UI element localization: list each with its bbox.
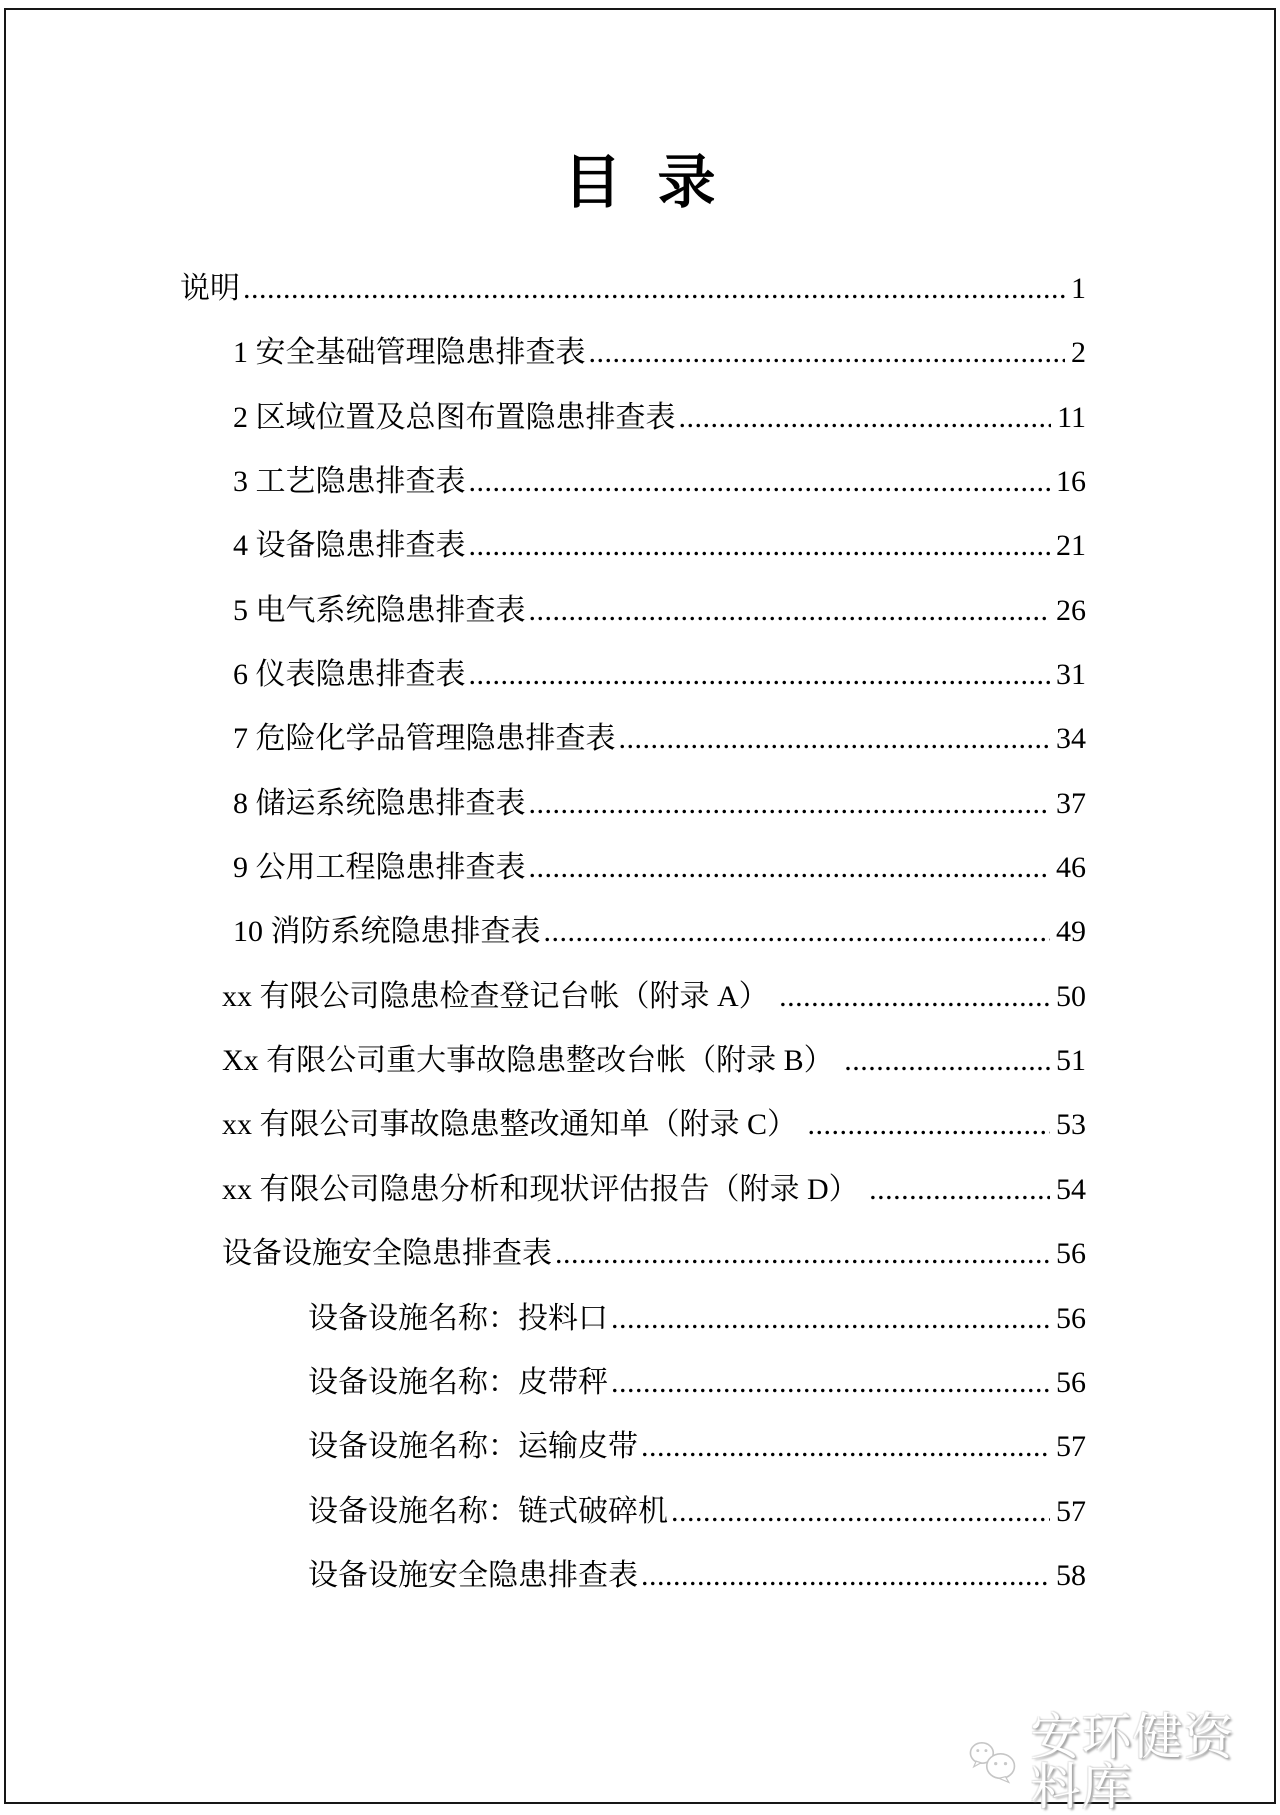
toc-entry-label: 5 电气系统隐患排查表 (233, 593, 526, 627)
watermark (968, 1709, 1280, 1815)
dot-leader (869, 1158, 1050, 1222)
toc-entry-page: 26 (1056, 593, 1086, 627)
dot-leader (611, 1287, 1050, 1351)
toc-entry-page: 56 (1056, 1365, 1086, 1399)
dot-leader (555, 1222, 1050, 1286)
toc-entry-label: 设备设施名称：链式破碎机 (308, 1494, 668, 1528)
dot-leader (589, 321, 1066, 385)
dot-leader (529, 772, 1051, 836)
toc-entry[interactable] (0, 772, 1086, 836)
toc-entry-page: 54 (1056, 1172, 1086, 1206)
dot-leader (544, 900, 1051, 964)
toc-entry-page: 50 (1056, 979, 1086, 1013)
dot-leader (619, 707, 1051, 771)
toc-entry[interactable] (0, 1222, 1086, 1286)
toc-entry-label: xx 有限公司隐患分析和现状评估报告（附录 D） (222, 1172, 867, 1206)
dot-leader (844, 1029, 1050, 1093)
toc-entry[interactable] (0, 1415, 1086, 1479)
toc-entry-page: 51 (1056, 1044, 1086, 1078)
toc-entry[interactable] (0, 1351, 1086, 1415)
toc-entry-label: 设备设施名称：皮带秤 (308, 1365, 608, 1399)
toc-entry[interactable] (0, 1544, 1086, 1608)
dot-leader (529, 579, 1051, 643)
toc-entry-page: 49 (1056, 915, 1086, 949)
toc-entry-page: 11 (1057, 400, 1086, 434)
toc-entry-page: 57 (1056, 1430, 1086, 1464)
toc-entry-label: Xx 有限公司重大事故隐患整改台帐（附录 B） (222, 1044, 842, 1078)
toc-entry-page: 56 (1056, 1237, 1086, 1271)
page-title: 目 录 (563, 150, 717, 215)
dot-leader (808, 1093, 1050, 1157)
toc-entry[interactable] (0, 1093, 1086, 1157)
toc-entry-label: 设备设施名称：投料口 (308, 1301, 608, 1335)
toc-entry-label: 7 危险化学品管理隐患排查表 (233, 722, 616, 756)
toc-entry[interactable] (0, 386, 1086, 450)
toc-entry-page: 16 (1056, 465, 1086, 499)
toc-entry-label: 2 区域位置及总图布置隐患排查表 (233, 400, 676, 434)
toc-entry[interactable] (0, 836, 1086, 900)
toc-entry-page: 31 (1056, 658, 1086, 692)
toc-list (0, 257, 1086, 1608)
toc-entry[interactable] (0, 643, 1086, 707)
toc-entry-label: 设备设施安全隐患排查表 (308, 1558, 638, 1592)
dot-leader (679, 386, 1052, 450)
dot-leader (779, 965, 1050, 1029)
toc-entry[interactable] (0, 579, 1086, 643)
toc-entry[interactable] (0, 1158, 1086, 1222)
toc-entry[interactable] (0, 900, 1086, 964)
toc-entry[interactable] (0, 1480, 1086, 1544)
toc-entry-label: 6 仪表隐患排查表 (233, 658, 466, 692)
dot-leader (243, 257, 1065, 321)
toc-entry-label: 3 工艺隐患排查表 (233, 465, 466, 499)
dot-leader (469, 450, 1051, 514)
toc-entry[interactable] (0, 514, 1086, 578)
dot-leader (641, 1415, 1050, 1479)
dot-leader (641, 1544, 1050, 1608)
toc-entry-label: 设备设施名称：运输皮带 (308, 1430, 638, 1464)
dot-leader (469, 514, 1051, 578)
dot-leader (529, 836, 1051, 900)
toc-entry-page: 56 (1056, 1301, 1086, 1335)
toc-entry-label: 4 设备隐患排查表 (233, 529, 466, 563)
dot-leader (469, 643, 1051, 707)
toc-entry-label: 说明 (180, 272, 240, 305)
toc-entry[interactable] (0, 965, 1086, 1029)
toc-entry-page: 53 (1056, 1108, 1086, 1142)
toc-entry[interactable] (0, 450, 1086, 514)
dot-leader (671, 1480, 1050, 1544)
toc-entry-label: 9 公用工程隐患排查表 (233, 851, 526, 885)
toc-entry-label: 8 储运系统隐患排查表 (233, 786, 526, 820)
toc-entry-page: 37 (1056, 786, 1086, 820)
wechat-logo-icon (968, 1734, 1019, 1790)
toc-entry[interactable] (0, 1029, 1086, 1093)
toc-entry[interactable] (0, 707, 1086, 771)
watermark-text: 安环健资料库 (1030, 1709, 1235, 1815)
toc-entry-page: 58 (1056, 1558, 1086, 1592)
toc-entry[interactable] (0, 1287, 1086, 1351)
dot-leader (611, 1351, 1050, 1415)
toc-entry-label: xx 有限公司隐患检查登记台帐（附录 A） (222, 979, 777, 1013)
toc-entry-label: 1 安全基础管理隐患排查表 (233, 336, 586, 370)
toc-entry[interactable] (0, 257, 1086, 321)
toc-entry-page: 57 (1056, 1494, 1086, 1528)
toc-entry-label: 设备设施安全隐患排查表 (222, 1237, 552, 1271)
toc-entry-page: 2 (1071, 336, 1086, 370)
toc-entry-page: 34 (1056, 722, 1086, 756)
toc-entry-page: 46 (1056, 851, 1086, 885)
toc-entry-page: 21 (1056, 529, 1086, 563)
toc-entry-label: 10 消防系统隐患排查表 (233, 915, 541, 949)
toc-entry[interactable] (0, 321, 1086, 385)
toc-entry-label: xx 有限公司事故隐患整改通知单（附录 C） (222, 1108, 805, 1142)
toc-entry-page: 1 (1071, 272, 1086, 305)
